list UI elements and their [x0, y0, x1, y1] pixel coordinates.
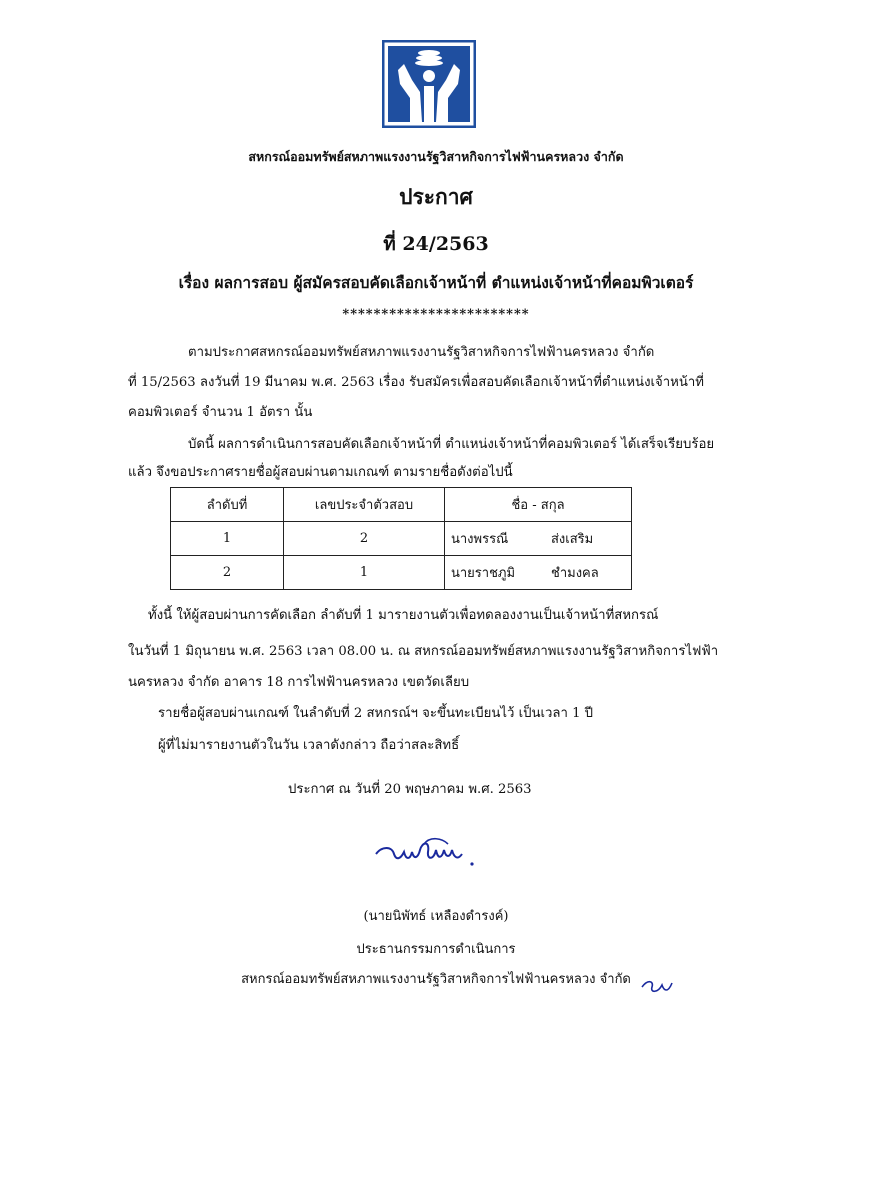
announcement-date: ประกาศ ณ วันที่ 20 พฤษภาคม พ.ศ. 2563 — [288, 782, 532, 797]
last-name: ชำมงคล — [551, 566, 599, 581]
paragraph-2-line-2: แล้ว จึงขอประกาศรายชื่อผู้สอบผ่านตามเกณฑ์ ตามรายชื่อดังต่อไปนี้ — [128, 465, 513, 480]
table-row — [171, 522, 632, 556]
signature-image — [372, 830, 482, 880]
paragraph-3-line-1: ทั้งนี้ ให้ผู้สอบผ่านการคัดเลือก ลำดับที่ 1 มารายงานตัวเพื่อทดลองงานเป็นเจ้าหน้าที่สหกรณ์ — [148, 608, 659, 623]
signer-title: ประธานกรรมการดำเนินการ — [356, 942, 516, 957]
table-row — [171, 556, 632, 590]
organization-name: สหกรณ์ออมทรัพย์สหภาพแรงงานรัฐวิสาหกิจการไฟฟ้านครหลวง จำกัด — [248, 149, 624, 164]
row-name — [445, 522, 632, 556]
cooperative-logo — [382, 40, 476, 128]
first-name: นายราชภูมิ — [451, 566, 516, 581]
row-name — [445, 556, 632, 590]
header-exam-number: เลขประจำตัวสอบ — [284, 488, 445, 522]
last-name: ส่งเสริม — [551, 532, 594, 547]
paragraph-4: รายชื่อผู้สอบผ่านเกณฑ์ ในลำดับที่ 2 สหกรณ์ฯ จะขึ้นทะเบียนไว้ เป็นเวลา 1 ปี — [158, 706, 594, 721]
signer-name: (นายนิพัทธ์ เหลืองดำรงค์) — [363, 909, 509, 924]
announcement-number: ที่ 24/2563 — [383, 233, 489, 255]
row-order: 2 — [171, 556, 284, 590]
header-name: ชื่อ - สกุล — [445, 488, 632, 522]
row-exam-number: 2 — [284, 522, 445, 556]
results-table — [170, 487, 632, 590]
signer-organization: สหกรณ์ออมทรัพย์สหภาพแรงงานรัฐวิสาหกิจการไฟฟ้านครหลวง จำกัด — [241, 972, 631, 987]
paragraph-1-line-1: ตามประกาศสหกรณ์ออมทรัพย์สหภาพแรงงานรัฐวิสาหกิจการไฟฟ้านครหลวง จำกัด — [188, 345, 655, 360]
pen-mark-icon — [640, 975, 674, 997]
table-header-row — [171, 488, 632, 522]
announcement-subject: เรื่อง ผลการสอบ ผู้สมัครสอบคัดเลือกเจ้าหน้าที่ ตำแหน่งเจ้าหน้าที่คอมพิวเตอร์ — [178, 273, 694, 292]
separator-line: ************************ — [342, 307, 530, 322]
header-order: ลำดับที่ — [171, 488, 284, 522]
row-exam-number: 1 — [284, 556, 445, 590]
paragraph-1-line-2: ที่ 15/2563 ลงวันที่ 19 มีนาคม พ.ศ. 2563 เรื่อง รับสมัครเพื่อสอบคัดเลือกเจ้าหน้าที่ตำแหน่งเจ้าหน้าที่ — [128, 375, 704, 390]
paragraph-3-line-3: นครหลวง จำกัด อาคาร 18 การไฟฟ้านครหลวง เขตวัดเลียบ — [128, 675, 470, 690]
paragraph-3-line-2: ในวันที่ 1 มิถุนายน พ.ศ. 2563 เวลา 08.00 น. ณ สหกรณ์ออมทรัพย์สหภาพแรงงานรัฐวิสาหกิจการไฟฟ้า — [128, 644, 719, 659]
first-name: นางพรรณี — [451, 532, 509, 547]
paragraph-2-line-1: บัดนี้ ผลการดำเนินการสอบคัดเลือกเจ้าหน้าที่ ตำแหน่งเจ้าหน้าที่คอมพิวเตอร์ ได้เสร็จเรียบร้อย — [188, 437, 715, 452]
row-order: 1 — [171, 522, 284, 556]
paragraph-5: ผู้ที่ไม่มารายงานตัวในวัน เวลาดังกล่าว ถือว่าสละสิทธิ์ — [158, 738, 460, 753]
paragraph-1-line-3: คอมพิวเตอร์ จำนวน 1 อัตรา นั้น — [128, 405, 313, 420]
announcement-title: ประกาศ — [399, 184, 473, 209]
